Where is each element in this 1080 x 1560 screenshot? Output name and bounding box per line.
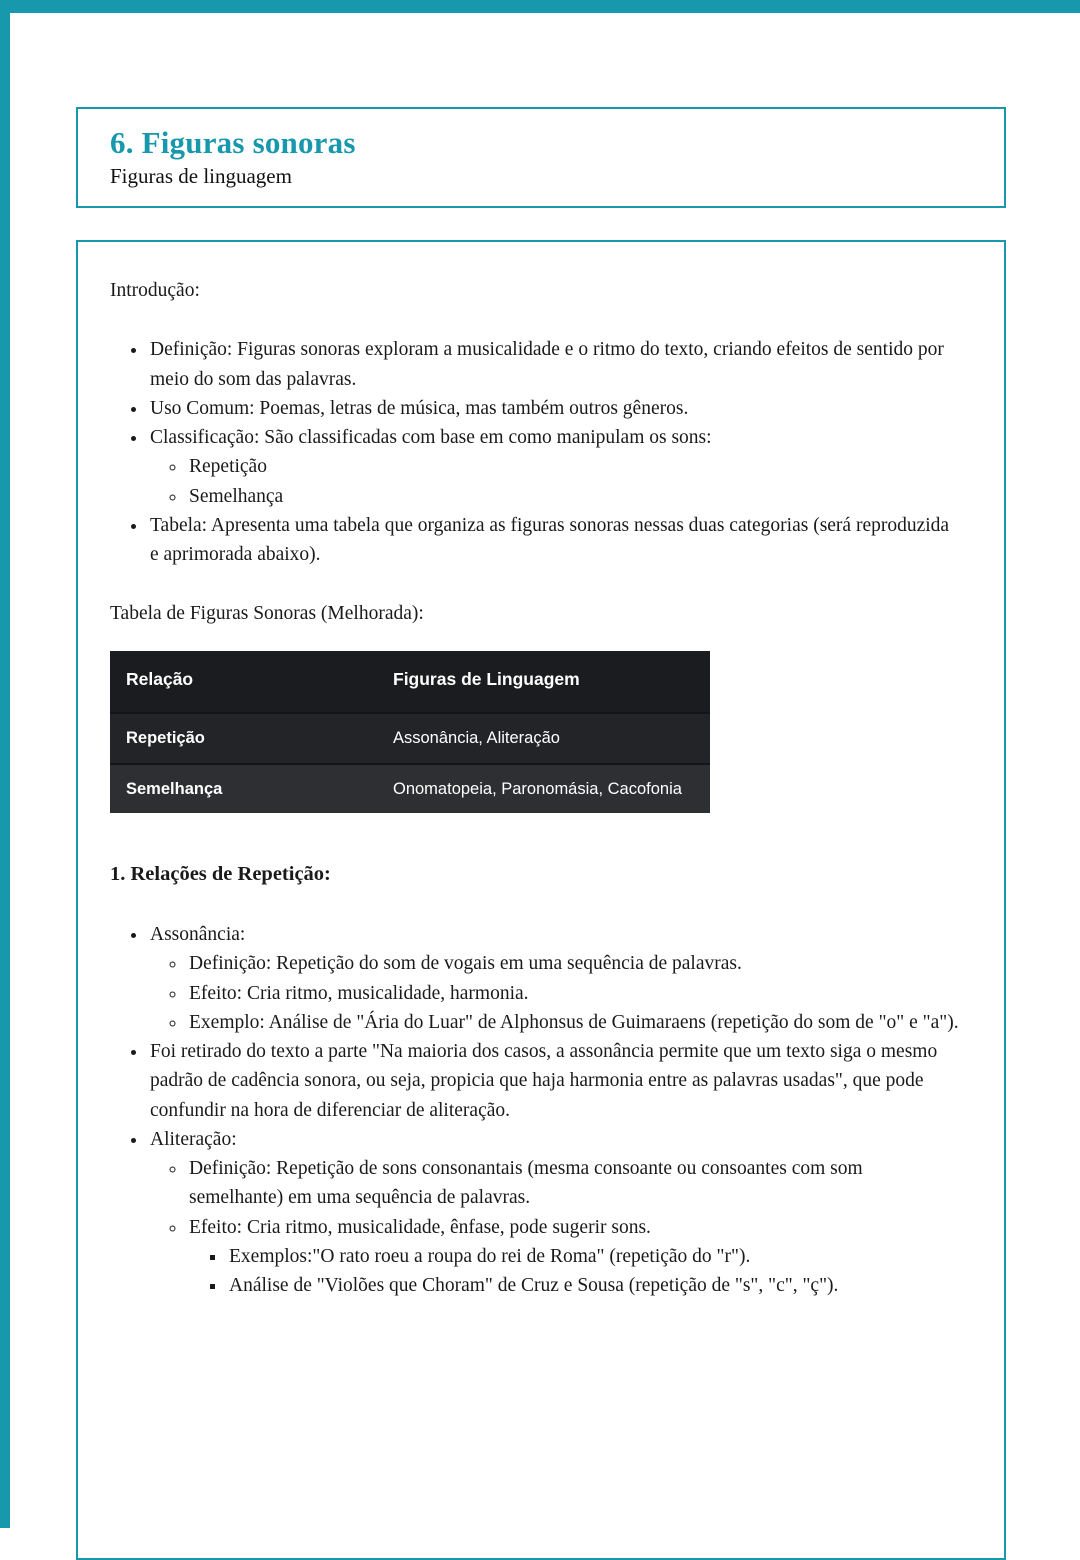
list-item (187, 979, 960, 1008)
list-item (187, 482, 960, 511)
list-item-text: Definição: Repetição de sons consonantais (mesma consoante ou consoantes com som semelhante) em uma sequência de palavras. (189, 1158, 863, 1209)
list-item-text: Exemplo: Análise de "Ária do Luar" de Alphonsus de Guimaraens (repetição do som de "o" e "a"). (189, 1011, 959, 1033)
title-card (76, 107, 1006, 208)
table-header-figuras: Figuras de Linguagem (393, 668, 580, 689)
list-item (187, 1008, 960, 1037)
table-header-relacao: Relação (126, 668, 194, 689)
content-card (76, 240, 1006, 1560)
table-row (110, 764, 710, 814)
table-label: Tabela de Figuras Sonoras (Melhorada): (110, 603, 424, 625)
list-item-text: Classificação: São classificadas com base em como manipulam os sons: (150, 427, 712, 448)
list-item (187, 949, 960, 978)
list-item-text: Assonância: (150, 924, 246, 945)
list-item-text: Efeito: Cria ritmo, musicalidade, ênfase, pode sugerir sons. (189, 1216, 651, 1238)
list-item (148, 423, 960, 511)
table-cell: Onomatopeia, Paronomásia, Cacofonia (393, 779, 682, 798)
intro-label: Introdução: (110, 280, 200, 301)
table-cell: Repetição (126, 728, 205, 747)
top-accent-bar (0, 0, 1080, 13)
list-item-text: Definição: Repetição do som de vogais em uma sequência de palavras. (189, 953, 742, 975)
list-item-text: Foi retirado do texto a parte "Na maioria dos casos, a assonância permite que um texto siga o mesmo padrão de cadência sonora, ou seja, propicia que haja harmonia entre as palavras usadas", que pode confundir na hora de diferenciar de aliteração. (150, 1041, 938, 1121)
list-item (187, 1154, 960, 1213)
list-item (148, 920, 960, 1037)
list-item-text: Efeito: Cria ritmo, musicalidade, harmonia. (189, 982, 529, 1004)
list-item-text: Análise de "Violões que Choram" de Cruz e Sousa (repetição de "s", "c", "ç"). (229, 1275, 839, 1296)
list-item (148, 1125, 960, 1301)
classification-sublist (150, 452, 960, 511)
table-cell: Semelhança (126, 779, 223, 798)
list-item (187, 1213, 960, 1301)
page-title: 6. Figuras sonoras (110, 125, 356, 160)
list-item-text: Exemplos:"O rato roeu a roupa do rei de Roma" (repetição do "r"). (229, 1245, 751, 1267)
list-item (227, 1242, 960, 1271)
aliteracao-sublist (150, 1154, 960, 1300)
list-item (148, 394, 960, 423)
sound-figures-table (110, 651, 710, 814)
list-item-text: Tabela: Apresenta uma tabela que organiza as figuras sonoras nessas duas categorias (será reproduzida e aprimorada abaixo). (150, 514, 950, 565)
repetition-list (110, 920, 960, 1300)
assonancia-sublist (150, 949, 960, 1037)
list-item-text: Semelhança (189, 485, 284, 507)
aliteracao-examples-sublist (189, 1242, 960, 1301)
subsection-title: 1. Relações de Repetição: (110, 863, 331, 886)
table-row (110, 713, 710, 764)
table-cell: Assonância, Aliteração (393, 728, 560, 747)
list-item (148, 335, 960, 394)
page-subtitle: Figuras de linguagem (110, 164, 292, 188)
list-item (148, 511, 960, 570)
list-item (227, 1271, 960, 1300)
list-item-text: Aliteração: (150, 1128, 237, 1150)
left-accent-bar (0, 0, 10, 1528)
list-item-text: Definição: Figuras sonoras exploram a musicalidade e o ritmo do texto, criando efeitos de sentido por meio do som das palavras. (150, 339, 944, 390)
table-header-row (110, 651, 710, 713)
intro-list (110, 335, 960, 569)
list-item-text: Uso Comum: Poemas, letras de música, mas também outros gêneros. (150, 397, 689, 419)
list-item (187, 452, 960, 481)
list-item (148, 1037, 960, 1125)
list-item-text: Repetição (189, 456, 267, 478)
